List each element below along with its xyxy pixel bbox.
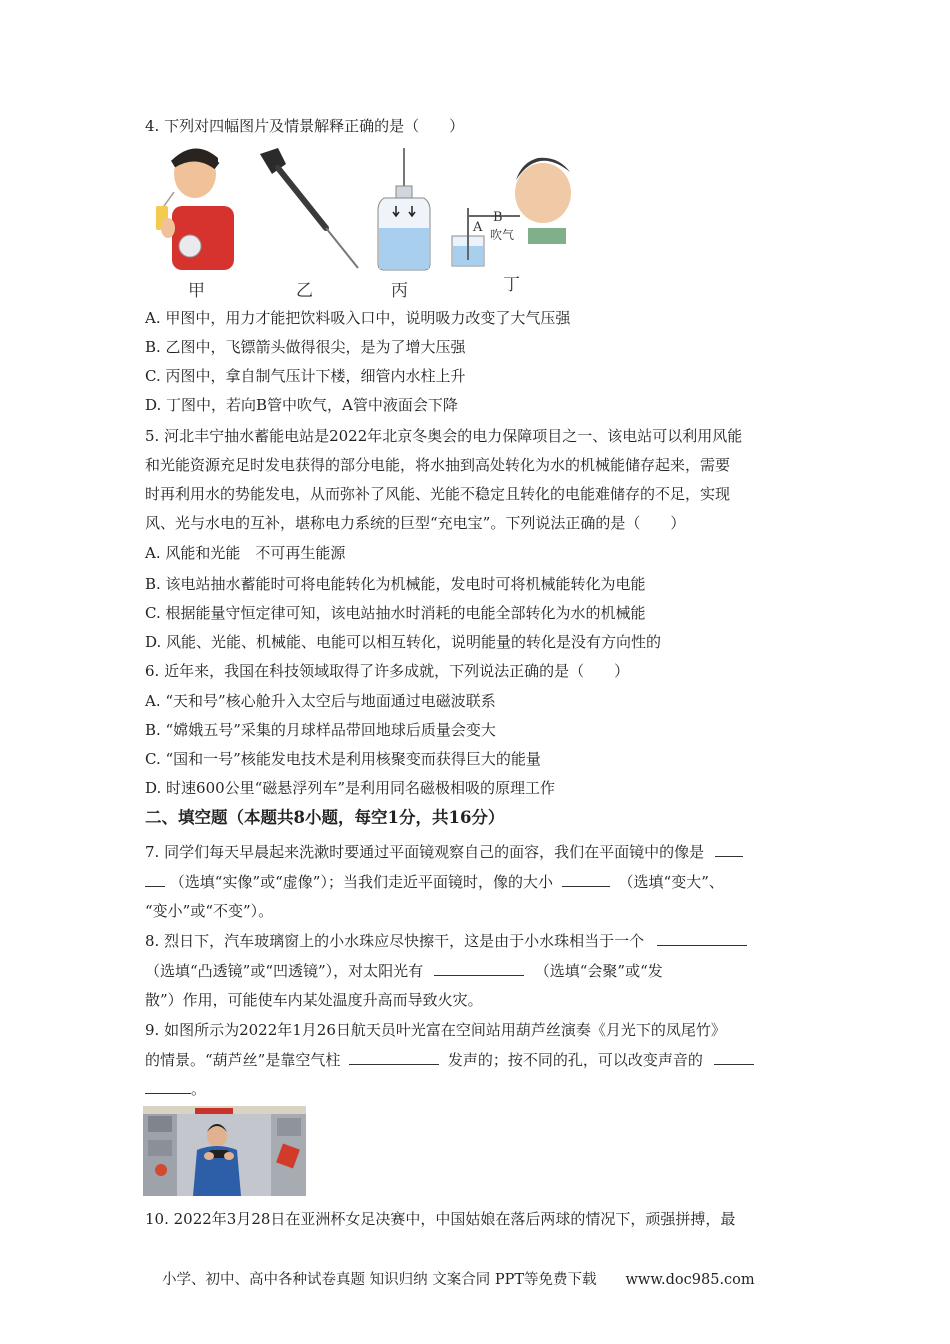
q6-option-a: A. “天和号”核心舱升入太空后与地面通过电磁波联系 — [145, 692, 496, 710]
q4-figures — [148, 148, 588, 300]
q9-text: 发声的；按不同的孔，可以改变声音的 — [447, 1051, 703, 1069]
answer-blank[interactable] — [349, 1050, 439, 1065]
q8-text: （选填“凸透镜”或“凹透镜”），对太阳光有 — [145, 962, 424, 980]
q6-option-d: D. 时速600公里“磁悬浮列车”是利用同名磁极相吸的原理工作 — [145, 779, 555, 797]
label-blow: 吹气 — [490, 228, 515, 242]
q10-line1: 10. 2022年3月28日在亚洲杯女足决赛中，中国姑娘在落后两球的情况下，顽强拼搏，最 — [145, 1210, 736, 1228]
q7-text: 7. 同学们每天早晨起来洗漱时要通过平面镜观察自己的面容，我们在平面镜中的像是 — [145, 843, 705, 861]
boy-drinking-figure — [148, 148, 238, 273]
q4-stem: 4. 下列对四幅图片及情景解释正确的是（ ） — [145, 117, 465, 135]
answer-blank[interactable] — [715, 842, 743, 857]
barometer-bottle-figure — [374, 148, 434, 273]
dart-figure — [256, 148, 366, 273]
label-b: B — [493, 210, 503, 225]
q7-text: （选填“变大”、 — [618, 873, 724, 891]
figure-label-yi: 乙 — [296, 281, 313, 301]
answer-blank[interactable] — [714, 1050, 754, 1065]
q6-option-c: C. “国和一号”核能发电技术是利用核聚变而获得巨大的能量 — [145, 750, 541, 768]
answer-blank[interactable] — [562, 872, 610, 887]
q9-text: 。 — [191, 1080, 207, 1098]
q4-option-a: A. 甲图中，用力才能把饮料吸入口中，说明吸力改变了大气压强 — [145, 309, 571, 327]
page-footer: 小学、初中、高中各种试卷真题 知识归纳 文案合同 PPT等免费下载 www.doc985.com — [162, 1272, 755, 1288]
q9-line3 — [145, 1079, 206, 1099]
q9-text: 的情景。“葫芦丝”是靠空气柱 — [145, 1051, 341, 1069]
q4-option-b: B. 乙图中，飞镖箭头做得很尖，是为了增大压强 — [145, 338, 466, 356]
q5-option-d: D. 风能、光能、机械能、电能可以相互转化，说明能量的转化是没有方向性的 — [145, 633, 662, 651]
q6-stem: 6. 近年来，我国在科技领域取得了许多成就，下列说法正确的是（ ） — [145, 662, 630, 680]
q7-text: （选填“实像”或“虚像”）；当我们走近平面镜时，像的大小 — [169, 873, 553, 891]
q5-stem-line: 5. 河北丰宁抽水蓄能电站是2022年北京冬奥会的电力保障项目之一、该电站可以利用风能 — [145, 427, 743, 445]
figure-label-bing: 丙 — [391, 281, 408, 301]
q8-line3: 散”）作用，可能使车内某处温度升高而导致火灾。 — [145, 991, 483, 1009]
q7-line1 — [145, 842, 743, 862]
astronaut-photo — [143, 1106, 306, 1196]
answer-blank[interactable] — [657, 931, 747, 946]
answer-blank[interactable] — [145, 872, 165, 887]
figure-label-jia: 甲 — [188, 281, 205, 301]
q4-option-d: D. 丁图中，若向B管中吹气，A管中液面会下降 — [145, 396, 458, 414]
blowing-figure — [448, 148, 578, 273]
answer-blank[interactable] — [145, 1079, 191, 1094]
q8-line1 — [145, 931, 747, 951]
q8-line2 — [145, 961, 663, 981]
q9-line2 — [145, 1050, 754, 1070]
q6-option-b: B. “嫦娥五号”采集的月球样品带回地球后质量会变大 — [145, 721, 496, 739]
q8-text: 8. 烈日下，汽车玻璃窗上的小水珠应尽快擦干，这是由于小水珠相当于一个 — [145, 932, 645, 950]
q7-line3: “变小”或“不变”）。 — [145, 902, 274, 920]
label-a: A — [473, 220, 483, 235]
q5-stem-line: 时再利用水的势能发电，从而弥补了风能、光能不稳定且转化的电能难储存的不足，实现 — [145, 485, 731, 503]
section-title: 二、填空题（本题共8小题，每空1分，共16分） — [145, 808, 505, 827]
q5-option-c: C. 根据能量守恒定律可知，该电站抽水时消耗的电能全部转化为水的机械能 — [145, 604, 646, 622]
figure-label-ding: 丁 — [503, 275, 520, 295]
q9-line1: 9. 如图所示为2022年1月26日航天员叶光富在空间站用葫芦丝演奏《月光下的凤尾竹》 — [145, 1021, 726, 1039]
q7-line2 — [145, 872, 724, 892]
q5-stem-line: 和光能资源充足时发电获得的部分电能，将水抽到高处转化为水的机械能储存起来，需要 — [145, 456, 731, 474]
q4-option-c: C. 丙图中，拿自制气压计下楼，细管内水柱上升 — [145, 367, 466, 385]
q5-stem-line: 风、光与水电的互补，堪称电力系统的巨型“充电宝”。下列说法正确的是（ ） — [145, 514, 686, 532]
q8-text: （选填“会聚”或“发 — [534, 962, 663, 980]
answer-blank[interactable] — [434, 961, 524, 976]
q5-option-b: B. 该电站抽水蓄能时可将电能转化为机械能，发电时可将机械能转化为电能 — [145, 575, 646, 593]
q5-option-a: A. 风能和光能 不可再生能源 — [145, 544, 346, 562]
